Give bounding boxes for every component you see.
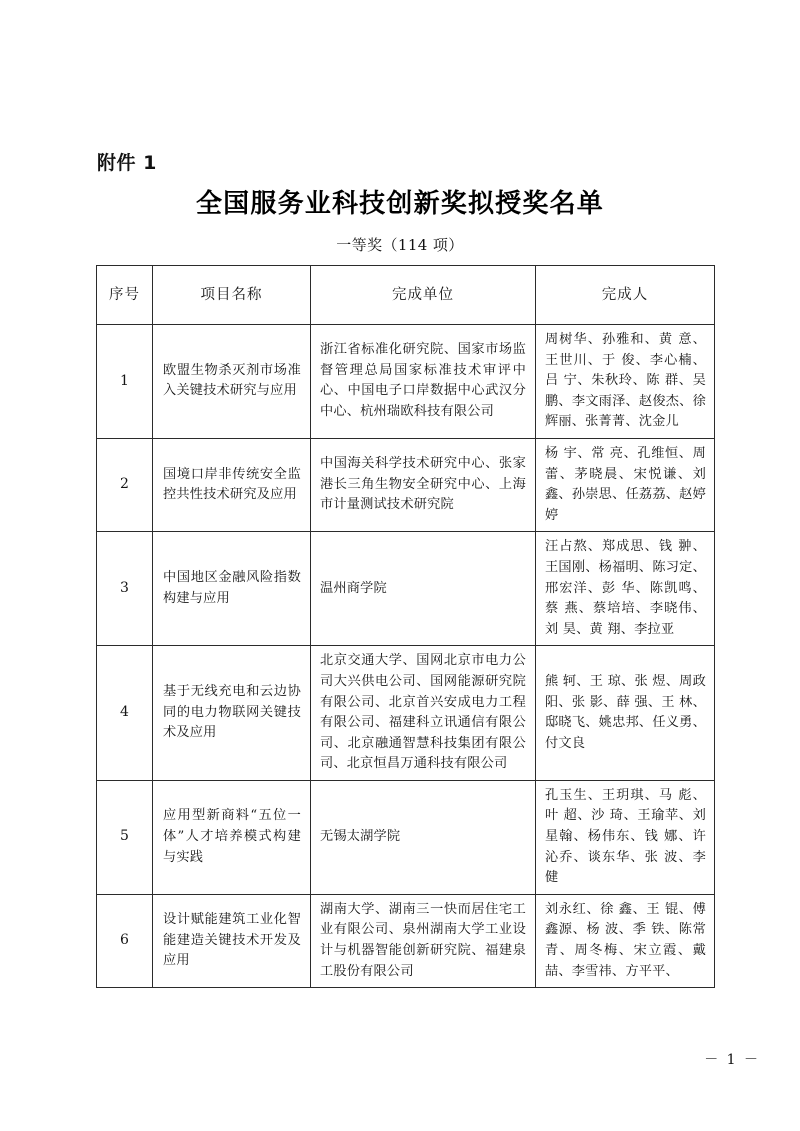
page-title: 全国服务业科技创新奖拟授奖名单	[195, 189, 604, 219]
cell-completing-unit: 无锡太湖学院	[311, 780, 536, 894]
cell-completing-people: 孔玉生、王玥琪、马 彪、叶 超、沙 琦、王瑜苹、刘星翰、杨伟东、钱 娜、许沁乔、谈东华、张 波、李 健	[536, 780, 715, 894]
table-body	[97, 325, 715, 988]
table-row	[97, 532, 715, 646]
cell-completing-people: 熊 轲、王 琼、张 煜、周政阳、张 影、薛 强、王 林、邸晓飞、姚忠邦、任义勇、付文良	[536, 646, 715, 781]
cell-sequence-number: 4	[97, 646, 153, 781]
column-header-seq: 序号	[97, 266, 153, 325]
cell-completing-unit: 北京交通大学、国网北京市电力公司大兴供电公司、国网能源研究院有限公司、北京首兴安成电力工程有限公司、福建科立讯通信有限公司、北京融通智慧科技集团有限公司、北京恒昌万通科技有限公司	[311, 646, 536, 781]
column-header-project-name: 项目名称	[153, 266, 311, 325]
cell-project-name: 欧盟生物杀灭剂市场准入关键技术研究与应用	[153, 325, 311, 439]
cell-completing-people: 汪占熬、郑成思、钱 翀、王国刚、杨福明、陈习定、邢宏洋、彭 华、陈凯鸣、蔡 燕、蔡培培、李晓伟、刘 昊、黄 翔、李拉亚	[536, 532, 715, 646]
table-row	[97, 646, 715, 781]
table-row	[97, 894, 715, 987]
cell-project-name: 设计赋能建筑工业化智能建造关键技术开发及应用	[153, 894, 311, 987]
cell-project-name: 基于无线充电和云边协同的电力物联网关键技术及应用	[153, 646, 311, 781]
cell-completing-unit: 温州商学院	[311, 532, 536, 646]
cell-completing-unit: 湖南大学、湖南三一快而居住宅工业有限公司、泉州湖南大学工业设计与机器智能创新研究院、福建泉工股份有限公司	[311, 894, 536, 987]
cell-project-name: 中国地区金融风险指数构建与应用	[153, 532, 311, 646]
page-number-footer: － 1 －	[704, 1052, 760, 1068]
cell-project-name: 应用型新商料“五位一体”人才培养模式构建与实践	[153, 780, 311, 894]
cell-sequence-number: 1	[97, 325, 153, 439]
cell-sequence-number: 3	[97, 532, 153, 646]
column-header-unit: 完成单位	[311, 266, 536, 325]
table-row	[97, 780, 715, 894]
cell-completing-people: 刘永红、徐 鑫、王 锟、傅鑫源、杨 波、季 铁、陈常青、周冬梅、宋立霞、戴 喆、李雪祎、方平平、	[536, 894, 715, 987]
table-row	[97, 325, 715, 439]
cell-sequence-number: 2	[97, 438, 153, 531]
column-header-people: 完成人	[536, 266, 715, 325]
cell-completing-unit: 浙江省标准化研究院、国家市场监督管理总局国家标准技术审评中心、中国电子口岸数据中心武汉分中心、杭州瑞欧科技有限公司	[311, 325, 536, 439]
table-header-row	[97, 266, 715, 325]
award-list-table	[96, 265, 715, 988]
table-row	[97, 438, 715, 531]
cell-sequence-number: 5	[97, 780, 153, 894]
cell-completing-people: 杨 宇、常 亮、孔维恒、周 蕾、茅晓晨、宋悦谦、刘 鑫、孙崇思、任荔荔、赵婷婷	[536, 438, 715, 531]
cell-completing-unit: 中国海关科学技术研究中心、张家港长三角生物安全研究中心、上海市计量测试技术研究院	[311, 438, 536, 531]
cell-project-name: 国境口岸非传统安全监控共性技术研究及应用	[153, 438, 311, 531]
award-level-subtitle: 一等奖（114 项）	[336, 236, 464, 254]
cell-sequence-number: 6	[97, 894, 153, 987]
attachment-label: 附件 1	[97, 152, 157, 174]
cell-completing-people: 周树华、孙雅和、黄 意、王世川、于 俊、李心楠、吕 宁、朱秋玲、陈 群、吴 鹏、李文雨泽、赵俊杰、徐辉丽、张菁菁、沈金儿	[536, 325, 715, 439]
